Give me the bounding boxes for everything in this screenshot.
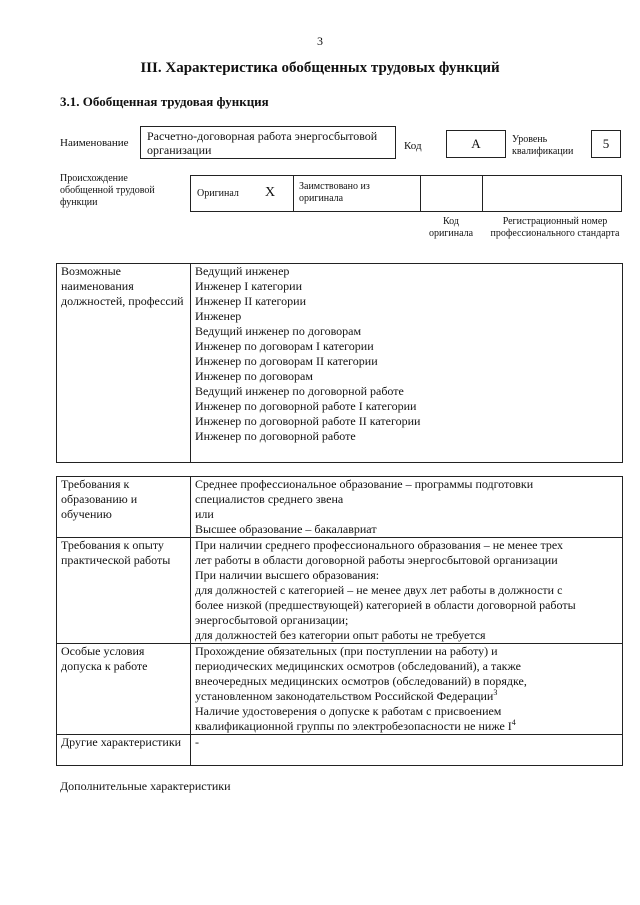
function-code-box: А (446, 130, 506, 158)
origin-table (190, 175, 622, 212)
borrowed-label: Заимствовано из оригинала (299, 181, 370, 204)
education-value: Среднее профессиональное образование – программы подготовки специалистов среднего звена или Высшее образование – бакалавриат (191, 477, 623, 538)
subsection-title: 3.1. Обобщенная трудовая функция (60, 94, 269, 109)
other-value: - (191, 735, 623, 766)
position-item: Инженер I категории (195, 279, 302, 293)
education-label: Требования к образованию и обучению (57, 477, 191, 538)
position-item: Инженер по договорам (195, 369, 313, 383)
origin-reg-cell (483, 176, 621, 211)
position-item: Инженер по договорной работе II категории (195, 414, 421, 428)
origin-reg-caption: Регистрационный номер профессионального стандарта (490, 216, 620, 239)
function-name-box: Расчетно-договорная работа энергосбытовой организации (140, 126, 396, 159)
code-label: Код (404, 140, 422, 152)
origin-code-cell (421, 176, 483, 211)
positions-row (57, 264, 623, 463)
other-row (57, 735, 623, 766)
positions-list (191, 264, 623, 463)
experience-value: При наличии среднего профессионального образования – не менее трех лет работы в области договорной работы энергосбытовой организации При наличии высшего образования: для должностей с категорией – не менее двух лет работы в должности с более низкой (предшествующей) категорией в области договорной работы энергосбытовой организации; для должностей без категории опыт работы не требуется (191, 538, 623, 644)
borrowed-cell (294, 176, 421, 211)
position-item: Инженер по договорной работе (195, 429, 356, 443)
conditions-row (57, 644, 623, 735)
position-item: Инженер II категории (195, 294, 306, 308)
position-item: Ведущий инженер (195, 264, 290, 278)
level-label: Уровень квалификации (512, 134, 574, 157)
origin-label: Происхождение обобщенной трудовой функции (60, 173, 155, 208)
additional-heading: Дополнительные характеристики (60, 779, 231, 793)
conditions-value: Прохождение обязательных (при поступлении на работу) и периодических медицинских осмотров (обследований), а также внеочередных медицинских осмотров (обследований) в порядке, установленном законодательством Российской Федерации$^3$ Наличие удостоверения о допуске к работам с присвоением квалификационной группы по электробезопасности не ниже $I^4$ (191, 644, 623, 735)
positions-table (56, 263, 623, 463)
requirements-table (56, 476, 623, 766)
section-title: III. Характеристика обобщенных трудовых функций (140, 60, 500, 76)
original-mark: X (265, 185, 276, 200)
original-cell (191, 176, 294, 211)
name-label: Наименование (60, 137, 129, 149)
education-row (57, 477, 623, 538)
footnote-ref: 3 (493, 688, 498, 697)
position-item: Ведущий инженер по договорам (195, 324, 362, 338)
experience-row (57, 538, 623, 644)
position-item: Инженер (195, 309, 242, 323)
page-number: 3 (317, 34, 323, 48)
conditions-label: Особые условия допуска к работе (57, 644, 191, 735)
position-item: Инженер по договорам I категории (195, 339, 374, 353)
other-label: Другие характеристики (57, 735, 191, 766)
position-item: Ведущий инженер по договорной работе (195, 384, 404, 398)
position-item: Инженер по договорной работе I категории (195, 399, 417, 413)
position-item: Инженер по договорам II категории (195, 354, 378, 368)
footnote-ref: 4 (511, 718, 516, 727)
origin-code-caption: Код оригинала (428, 216, 474, 239)
original-label: Оригинал (197, 188, 239, 199)
experience-label: Требования к опыту практической работы (57, 538, 191, 644)
positions-label: Возможные наименования должностей, профессий (57, 264, 191, 463)
level-box: 5 (591, 130, 621, 158)
